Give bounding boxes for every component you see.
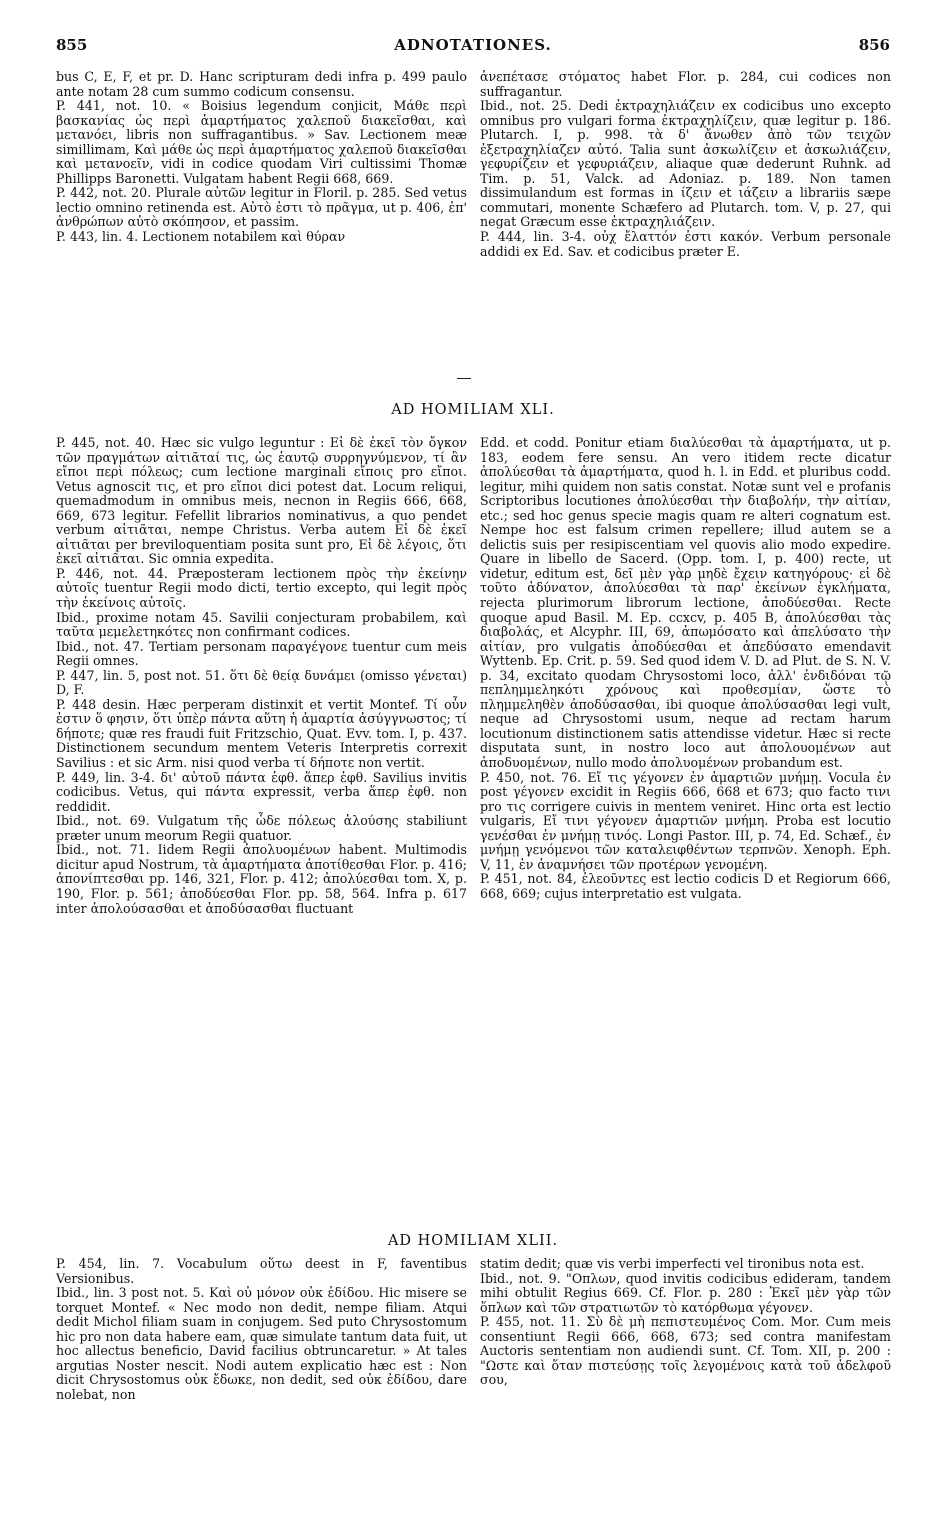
annotation-paragraph: statim dedit; quæ vis verbi imperfecti vel tironibus nota est. <box>480 1256 865 1271</box>
page-number-right: 856 <box>858 36 890 54</box>
annotation-paragraph: Ibid., lin. 3 post not. 5. Καὶ οὐ μόνον οὐκ ἐδίδου. Hic misere se torquet Montef. « Nec modo non dedit, nempe filiam. Atqui dedit Michol filiam suam in conjugem. Sed puto Chrysostomum hic pro non data habere eam, quæ simulate tantum data fuit, ut hoc allectus beneficio, David facilius obtruncaretur. » At tales argutias Noster nescit. Nodi autem explicatio hæc est : Non dicit Chrysostomus οὐκ ἔδωκε, non dedit, sed οὐκ ἐδίδου, dare nolebat, non <box>56 1285 467 1402</box>
annotation-paragraph: Ibid., not. 71. Iidem Regii ἀπολυομένων habent. Multimodis dicitur apud Nostrum, τὰ ἁμαρτήματα ἀποτίθεσθαι Flor. p. 416; ἀπονίπτεσθαι pp. 146, 321, Flor. p. 412; ἀπολύεσθαι tom. X, p. 190, Flor. p. 561; ἀποδύεσθαι Flor. pp. 58, 564. Infra p. 617 inter ἀπολούσασθαι et ἀποδύσασθαι fluctuant <box>56 842 467 916</box>
annotation-paragraph: P. 441, not. 10. « Boisius legendum conjicit, Μάθε περὶ βασκανίας ὡς περὶ ἁμαρτήματος χαλεποῦ διακεῖσθαι, καὶ μετανόει, libris non suffragantibus. » Sav. Lectionem meæ simillimam, Καὶ μάθε ὡς περὶ ἁμαρτήματος χαλεποῦ διακεῖσθαι καὶ μετανοεῖν, vidi in codice quodam Viri cultissimi Thomæ Phillipps Baronetti. Vulgatam habent Regii 668, 669. <box>56 98 467 186</box>
annotation-paragraph: P. 455, not. 11. Σὺ δὲ μὴ πεπιστευμένος Com. Mor. Cum meis consentiunt Regii 666, 668, 673; sed contra manifestam Auctoris sententiam non audiendi sunt. Cf. Tom. XII, p. 200 : "Ωστε καὶ ὅταν πιστεύσῃς τοῖς λεγομένοις κατὰ τοῦ ἀδελφοῦ σου, <box>480 1314 891 1388</box>
homily-41-right-column <box>480 436 891 902</box>
annotation-paragraph: bus C, E, F, et pr. D. Hanc scripturam dedi infra p. 499 paulo ante notam 28 cum summo codicum consensu. <box>56 69 467 99</box>
annotation-paragraph: P. 446, not. 44. Præposteram lectionem πρὸς τὴν ἐκείνην αὐτοῖς tuentur Regii modo dicti, tertio excepto, qui legit πρὸς τὴν ἐκείνοις αὐτοῖς. <box>56 565 467 611</box>
section-heading-homily-42: AD HOMILIAM XLII. <box>387 1233 559 1249</box>
annotation-paragraph: P. 450, not. 76. Εἴ τις γέγονεν ἐν ἁμαρτιῶν μνήμῃ. Vocula ἐν post γέγονεν excidit in Regiis 666, 668 et 673; quo facto τινι pro τις corrigere cuivis in mentem veniret. Hinc orta est lectio vulgaris, Εἴ τινι γέγονεν ἁμαρτιῶν μνήμη. Proba est locutio γενέσθαι ἐν μνήμῃ τινός. Longi Pastor. III, p. 74, Ed. Schæf., ἐν μνήμῃ γενόμενοι τῶν καταλειφθέντων τερπνῶν. Xenoph. Eph. V, 11, ἐν ἀναμνήσει τῶν προτέρων γενομένη. <box>480 769 891 872</box>
annotation-paragraph: P. 454, lin. 7. Vocabulum οὕτω deest in F, faventibus Versionibus. <box>56 1256 467 1286</box>
annotation-paragraph: P. 444, lin. 3-4. οὐχ ἔλαττόν ἐστι κακόν. Verbum personale addidi ex Ed. Sav. et codicibus præter E. <box>480 229 891 259</box>
annotation-paragraph: Edd. et codd. Ponitur etiam διαλύεσθαι τὰ ἁμαρτήματα, ut p. 183, eodem fere sensu. An vero itidem recte dicatur ἀπολύεσθαι τὰ ἁμαρτήματα, quod h. l. in Edd. et pluribus codd. legitur, mihi quidem non satis constat. Notæ sunt vel e profanis Scriptoribus locutiones ἀπολύεσθαι τὴν διαβολήν, τὴν αἰτίαν, etc.; sed hoc genus specie magis quam re alteri cognatum est. Nempe hoc est falsum crimen repellere; illud autem se a delictis suis per resipiscentiam vel quovis alio modo expedire. Quare in libello de Sacerd. (Opp. tom. I, p. 400) recte, ut videtur, editum est, δεῖ μὲν γὰρ μηδὲ ἔχειν κατηγόρους· εἰ δὲ τοῦτο ἀδύνατον, ἀπολύεσθαι τὰ παρ' ἐκείνων ἐγκλήματα, rejecta plurimorum librorum lectione, ἀποδύεσθαι. Recte quoque apud Basil. M. Ep. ccxcv, p. 405 B, ἀπολύεσθαι τὰς διαβολάς, et Alcyphr. III, 69, ἀπωμόσατο καὶ ἀπελύσατο τὴν αἰτίαν, pro vulgatis ἀποδύεσθαι et ἀπεδύσατο emendavit Wyttenb. Ep. Crit. p. 59. Sed quod idem V. D. ad Plut. de S. N. V. p. 34, excitato quodam Chrysostomi loco, ἀλλ' ἐνδιδόναι τῷ πεπλημμεληκότι χρόνους καὶ προθεσμίαν, ὥστε τὸ πλημμεληθὲν ἀποδύσασθαι, ibi quoque ἀπολύσασθαι legi vult, neque ad Chrysostomi usum, neque ad rectam harum locutionum distinctionem satis attendisse videtur. Hæc si recte disputata sunt, in nostro loco aut ἀπολουομένων aut ἀποδυομένων, nullo modo ἀπολυομένων probandum est. <box>480 435 891 771</box>
annotation-paragraph: P. 448 desin. Hæc perperam distinxit et vertit Montef. Τί οὖν ἐστιν ὅ φησιν, ὅτι ὑπὲρ πάντα αὕτη ἡ ἁμαρτία ἀσύγγνωστος; τί δήποτε; quæ res fraudi fuit Fritzschio, Quat. Evv. tom. I, p. 437. Distinctionem secundum mentem Veteris Interpretis correxit Savilius : et sic Arm. nisi quod verba τί δήποτε non vertit. <box>56 696 467 771</box>
annotation-paragraph: P. 451, not. 84, ἐλεοῦντες est lectio codicis D et Regiorum 666, 668, 669; cujus interpretatio est vulgata. <box>480 871 891 901</box>
top-left-column <box>56 70 467 245</box>
homily-42-left-column <box>56 1257 467 1402</box>
homily-42-right-column <box>480 1257 891 1388</box>
annotation-paragraph: Ibid., not. 25. Dedi ἐκτραχηλιάζειν ex codicibus uno excepto omnibus pro vulgari forma ἐκτραχηλίζειν, quæ legitur p. 186. Plutarch. I, p. 998. τὰ δ' ἄνωθεν ἀπὸ τῶν τειχῶν ἐξετραχηλίαζεν αὐτό. Talia sunt ἀσκωλίζειν et ἀσκωλιάζειν, γεφυρίζειν et γεφυριάζειν, aliaque quæ dederunt Ruhnk. ad Tim. p. 51, Valck. ad Adoniaz. p. 189. Non tamen dissimulandum est formas in ίζειν et ιάζειν a librariis sæpe commutari, monente Schæfero ad Plutarch. tom. V, p. 27, qui negat Græcum esse ἐκτραχηλιάζειν. <box>480 98 891 230</box>
section-heading-homily-41: AD HOMILIAM XLI. <box>391 402 555 418</box>
annotation-paragraph: P. 445, not. 40. Hæc sic vulgo leguntur : Εἰ δὲ ἐκεῖ τὸν ὄγκον τῶν πραγμάτων αἰτιᾶταί τις, ὡς ἑαυτῷ συρρηγνύμενον, τί ἂν εἴποι περὶ πόλεως; cum lectione marginali εἴποις pro εἴποι. Vetus agnoscit τις, et pro εἴποι dici potest dat. Locum reliqui, quemadmodum in omnibus meis, necnon in Regiis 666, 668, 669, 673 legitur. Fefellit librarios nominativus, a quo pendet verbum αἰτιᾶται, nempe Christus. Verba autem Εἰ δὲ ἐκεῖ αἰτιᾶται per breviloquentiam posita sunt pro, Εἰ δὲ λέγοις, ὅτι ἐκεῖ αἰτιᾶται. Sic omnia expedita. <box>56 435 467 567</box>
annotation-paragraph: Ibid., not. 9. "Οπλων, quod invitis codicibus edideram, tandem mihi obtulit Regius 669. Cf. Flor. p. 280 : Ἐκεῖ μὲν γὰρ τῶν ὅπλων καὶ τῶν στρατιωτῶν τὸ κατόρθωμα γέγονεν. <box>480 1270 891 1315</box>
annotation-paragraph: Ibid., proxime notam 45. Savilii conjecturam probabilem, καὶ ταῦτα μεμελετηκότες non confirmant codices. <box>56 609 467 640</box>
top-right-column <box>480 70 891 259</box>
header-title: ADNOTATIONES. <box>394 36 552 54</box>
page-number-left: 855 <box>56 36 88 54</box>
running-header <box>56 36 890 58</box>
annotation-paragraph: P. 447, lin. 5, post not. 51. ὅτι δὲ θείᾳ δυνάμει (omisso γένεται) D, F. <box>56 667 467 698</box>
annotation-paragraph: Ibid., not. 69. Vulgatum τῆς ὧδε πόλεως ἁλούσης stabiliunt præter unum meorum Regii quatuor. <box>56 813 467 843</box>
section-divider <box>457 378 471 379</box>
annotation-paragraph: P. 443, lin. 4. Lectionem notabilem καὶ θύραν <box>56 229 346 245</box>
annotation-paragraph: P. 442, not. 20. Plurale αὐτῶν legitur in Floril. p. 285. Sed vetus lectio omnino retinenda est. Αὐτὸ ἐστι τὸ πρᾶγμα, ut p. 406, ἐπ' ἀνθρώπων αὐτὸ σκόπησον, et passim. <box>56 185 467 230</box>
annotation-paragraph: ἀνεπέτασε στόματος habet Flor. p. 284, cui codices non suffragantur. <box>480 69 891 99</box>
annotation-paragraph: Ibid., not. 47. Tertiam personam παραγέγονε tuentur cum meis Regii omnes. <box>56 638 467 669</box>
homily-41-left-column <box>56 436 467 916</box>
annotation-paragraph: P. 449, lin. 3-4. δι' αὐτοῦ πάντα ἐφθ. ἅπερ ἐφθ. Savilius invitis codicibus. Vetus, qui πάντα expressit, verba ἅπερ ἐφθ. non reddidit. <box>56 769 467 814</box>
